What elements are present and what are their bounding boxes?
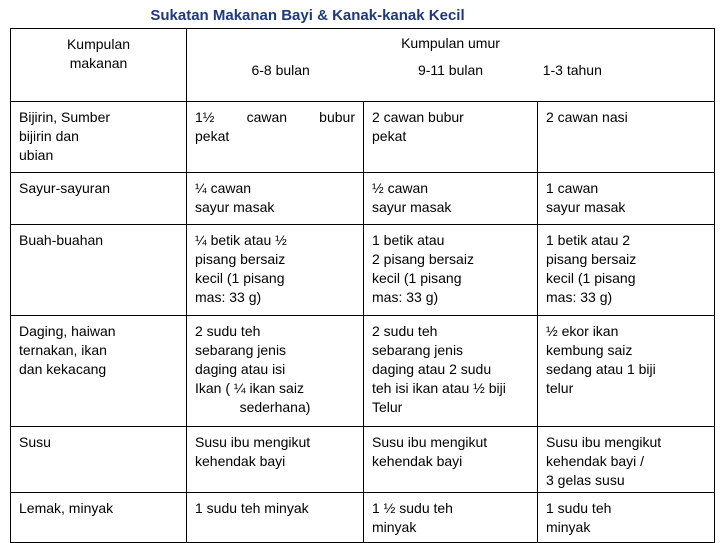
- cell-line: daging atau 2 sudu: [372, 360, 492, 377]
- age-group-header-label: Kumpulan umur: [401, 35, 500, 51]
- cell-6-8-months: [187, 315, 364, 426]
- cell-9-11-months: [364, 172, 538, 224]
- table-row: [11, 101, 715, 172]
- cell-line: mas: 33 g): [195, 288, 262, 305]
- cell-1-3-years: [538, 172, 715, 224]
- header-row: [11, 29, 715, 101]
- cell-line: pekat: [195, 127, 230, 144]
- cell-line: sayur masak: [195, 198, 275, 215]
- cell-6-8-months: [187, 426, 364, 492]
- row-food-group: [11, 492, 187, 542]
- row-food-group: [11, 101, 187, 172]
- cell-1-3-years: [538, 315, 715, 426]
- cell-line: bijirin dan: [19, 127, 79, 144]
- cell-6-8-months: [187, 492, 364, 542]
- cell-line: 1 betik atau 2: [546, 231, 631, 248]
- cell-line: 2 pisang bersaiz: [372, 250, 474, 267]
- cell-line: pisang bersaiz: [195, 250, 286, 267]
- table-row: [11, 426, 715, 492]
- cell-line: ternakan, ikan: [19, 341, 107, 358]
- food-group-header-line: Kumpulan: [66, 36, 131, 52]
- cell-line: mas: 33 g): [546, 288, 613, 305]
- cell-6-8-months: [187, 172, 364, 224]
- cell-line: 2 cawan bubur: [372, 108, 464, 125]
- cell-line: Susu ibu mengikut: [372, 433, 488, 450]
- cell-line: Sayur-sayuran: [19, 179, 111, 196]
- cell-line: pisang bersaiz: [546, 250, 637, 267]
- cell-line: Susu ibu mengikut: [546, 433, 662, 450]
- cell-line: kembung saiz: [546, 341, 633, 358]
- food-measure-table: [10, 28, 715, 543]
- row-food-group: [11, 224, 187, 315]
- cell-line: 1 betik atau: [372, 231, 445, 248]
- cell-line: 1½ cawan bubur: [195, 108, 355, 125]
- cell-line: ½ ekor ikan: [546, 322, 619, 339]
- cell-line: 1 ½ sudu teh: [372, 499, 453, 516]
- cell-line: kecil (1 pisang: [372, 269, 462, 286]
- cell-line: daging atau isi: [195, 360, 286, 377]
- cell-line: ¼ betik atau ½: [195, 231, 287, 248]
- cell-line: 3 gelas susu: [546, 471, 625, 488]
- table-row: [11, 492, 715, 542]
- cell-line: ¼ cawan: [195, 179, 252, 196]
- page-title: Sukatan Makanan Bayi & Kanak-kanak Kecil: [150, 7, 465, 24]
- cell-line: 2 sudu teh: [195, 322, 261, 339]
- cell-line: 2 sudu teh: [372, 322, 438, 339]
- cell-1-3-years: [538, 426, 715, 492]
- cell-line: 1 sudu teh: [546, 499, 612, 516]
- cell-line: sebarang jenis: [195, 341, 287, 358]
- cell-line: Buah-buahan: [19, 231, 104, 248]
- cell-line: minyak: [372, 518, 417, 535]
- cell-9-11-months: [364, 224, 538, 315]
- cell-9-11-months: [364, 492, 538, 542]
- cell-1-3-years: [538, 224, 715, 315]
- cell-line: kecil (1 pisang: [546, 269, 636, 286]
- cell-line: pekat: [372, 127, 407, 144]
- cell-line: sebarang jenis: [372, 341, 464, 358]
- cell-1-3-years: [538, 101, 715, 172]
- cell-line: kehendak bayi: [195, 452, 286, 469]
- row-food-group: [11, 426, 187, 492]
- cell-line: kehendak bayi: [372, 452, 463, 469]
- cell-line: Susu ibu mengikut: [195, 433, 311, 450]
- row-food-group: [11, 172, 187, 224]
- age-header-9-11: 9-11 bulan: [417, 62, 484, 78]
- cell-line: mas: 33 g): [372, 288, 439, 305]
- cell-1-3-years: [538, 492, 715, 542]
- cell-line: kecil (1 pisang: [195, 269, 285, 286]
- cell-line: sedang atau 1 biji: [546, 360, 656, 377]
- cell-line: ½ cawan: [372, 179, 429, 196]
- age-group-header: [187, 29, 715, 101]
- table-row: [11, 172, 715, 224]
- table-row: [11, 315, 715, 426]
- cell-6-8-months: [187, 224, 364, 315]
- cell-line: telur: [546, 379, 574, 396]
- cell-9-11-months: [364, 315, 538, 426]
- food-group-header-line: makanan: [69, 55, 128, 71]
- cell-9-11-months: [364, 101, 538, 172]
- cell-line: sayur masak: [372, 198, 452, 215]
- cell-line: Daging, haiwan: [19, 322, 116, 339]
- cell-line: 1 cawan: [546, 179, 599, 196]
- cell-9-11-months: [364, 426, 538, 492]
- row-food-group: [11, 315, 187, 426]
- cell-line: minyak: [546, 518, 591, 535]
- cell-line: 2 cawan nasi: [546, 108, 628, 125]
- cell-line: Ikan ( ¼ ikan saiz: [195, 379, 304, 396]
- cell-line: Telur: [372, 398, 403, 415]
- table-row: [11, 224, 715, 315]
- cell-line: sederhana): [239, 398, 311, 415]
- age-header-1-3: 1-3 tahun: [542, 62, 602, 78]
- food-group-header: [11, 29, 187, 102]
- age-header-6-8: 6-8 bulan: [251, 62, 310, 78]
- cell-line: Lemak, minyak: [19, 499, 114, 516]
- cell-line: ubian: [19, 146, 54, 163]
- cell-line: Susu: [19, 433, 51, 450]
- cell-line: kehendak bayi /: [546, 452, 645, 469]
- cell-line: dan kekacang: [19, 360, 107, 377]
- cell-line: Bijirin, Sumber: [19, 108, 111, 125]
- cell-line: 1 sudu teh minyak: [195, 499, 309, 516]
- cell-line: sayur masak: [546, 198, 626, 215]
- cell-line: teh isi ikan atau ½ biji: [372, 379, 506, 396]
- cell-6-8-months: [187, 101, 364, 172]
